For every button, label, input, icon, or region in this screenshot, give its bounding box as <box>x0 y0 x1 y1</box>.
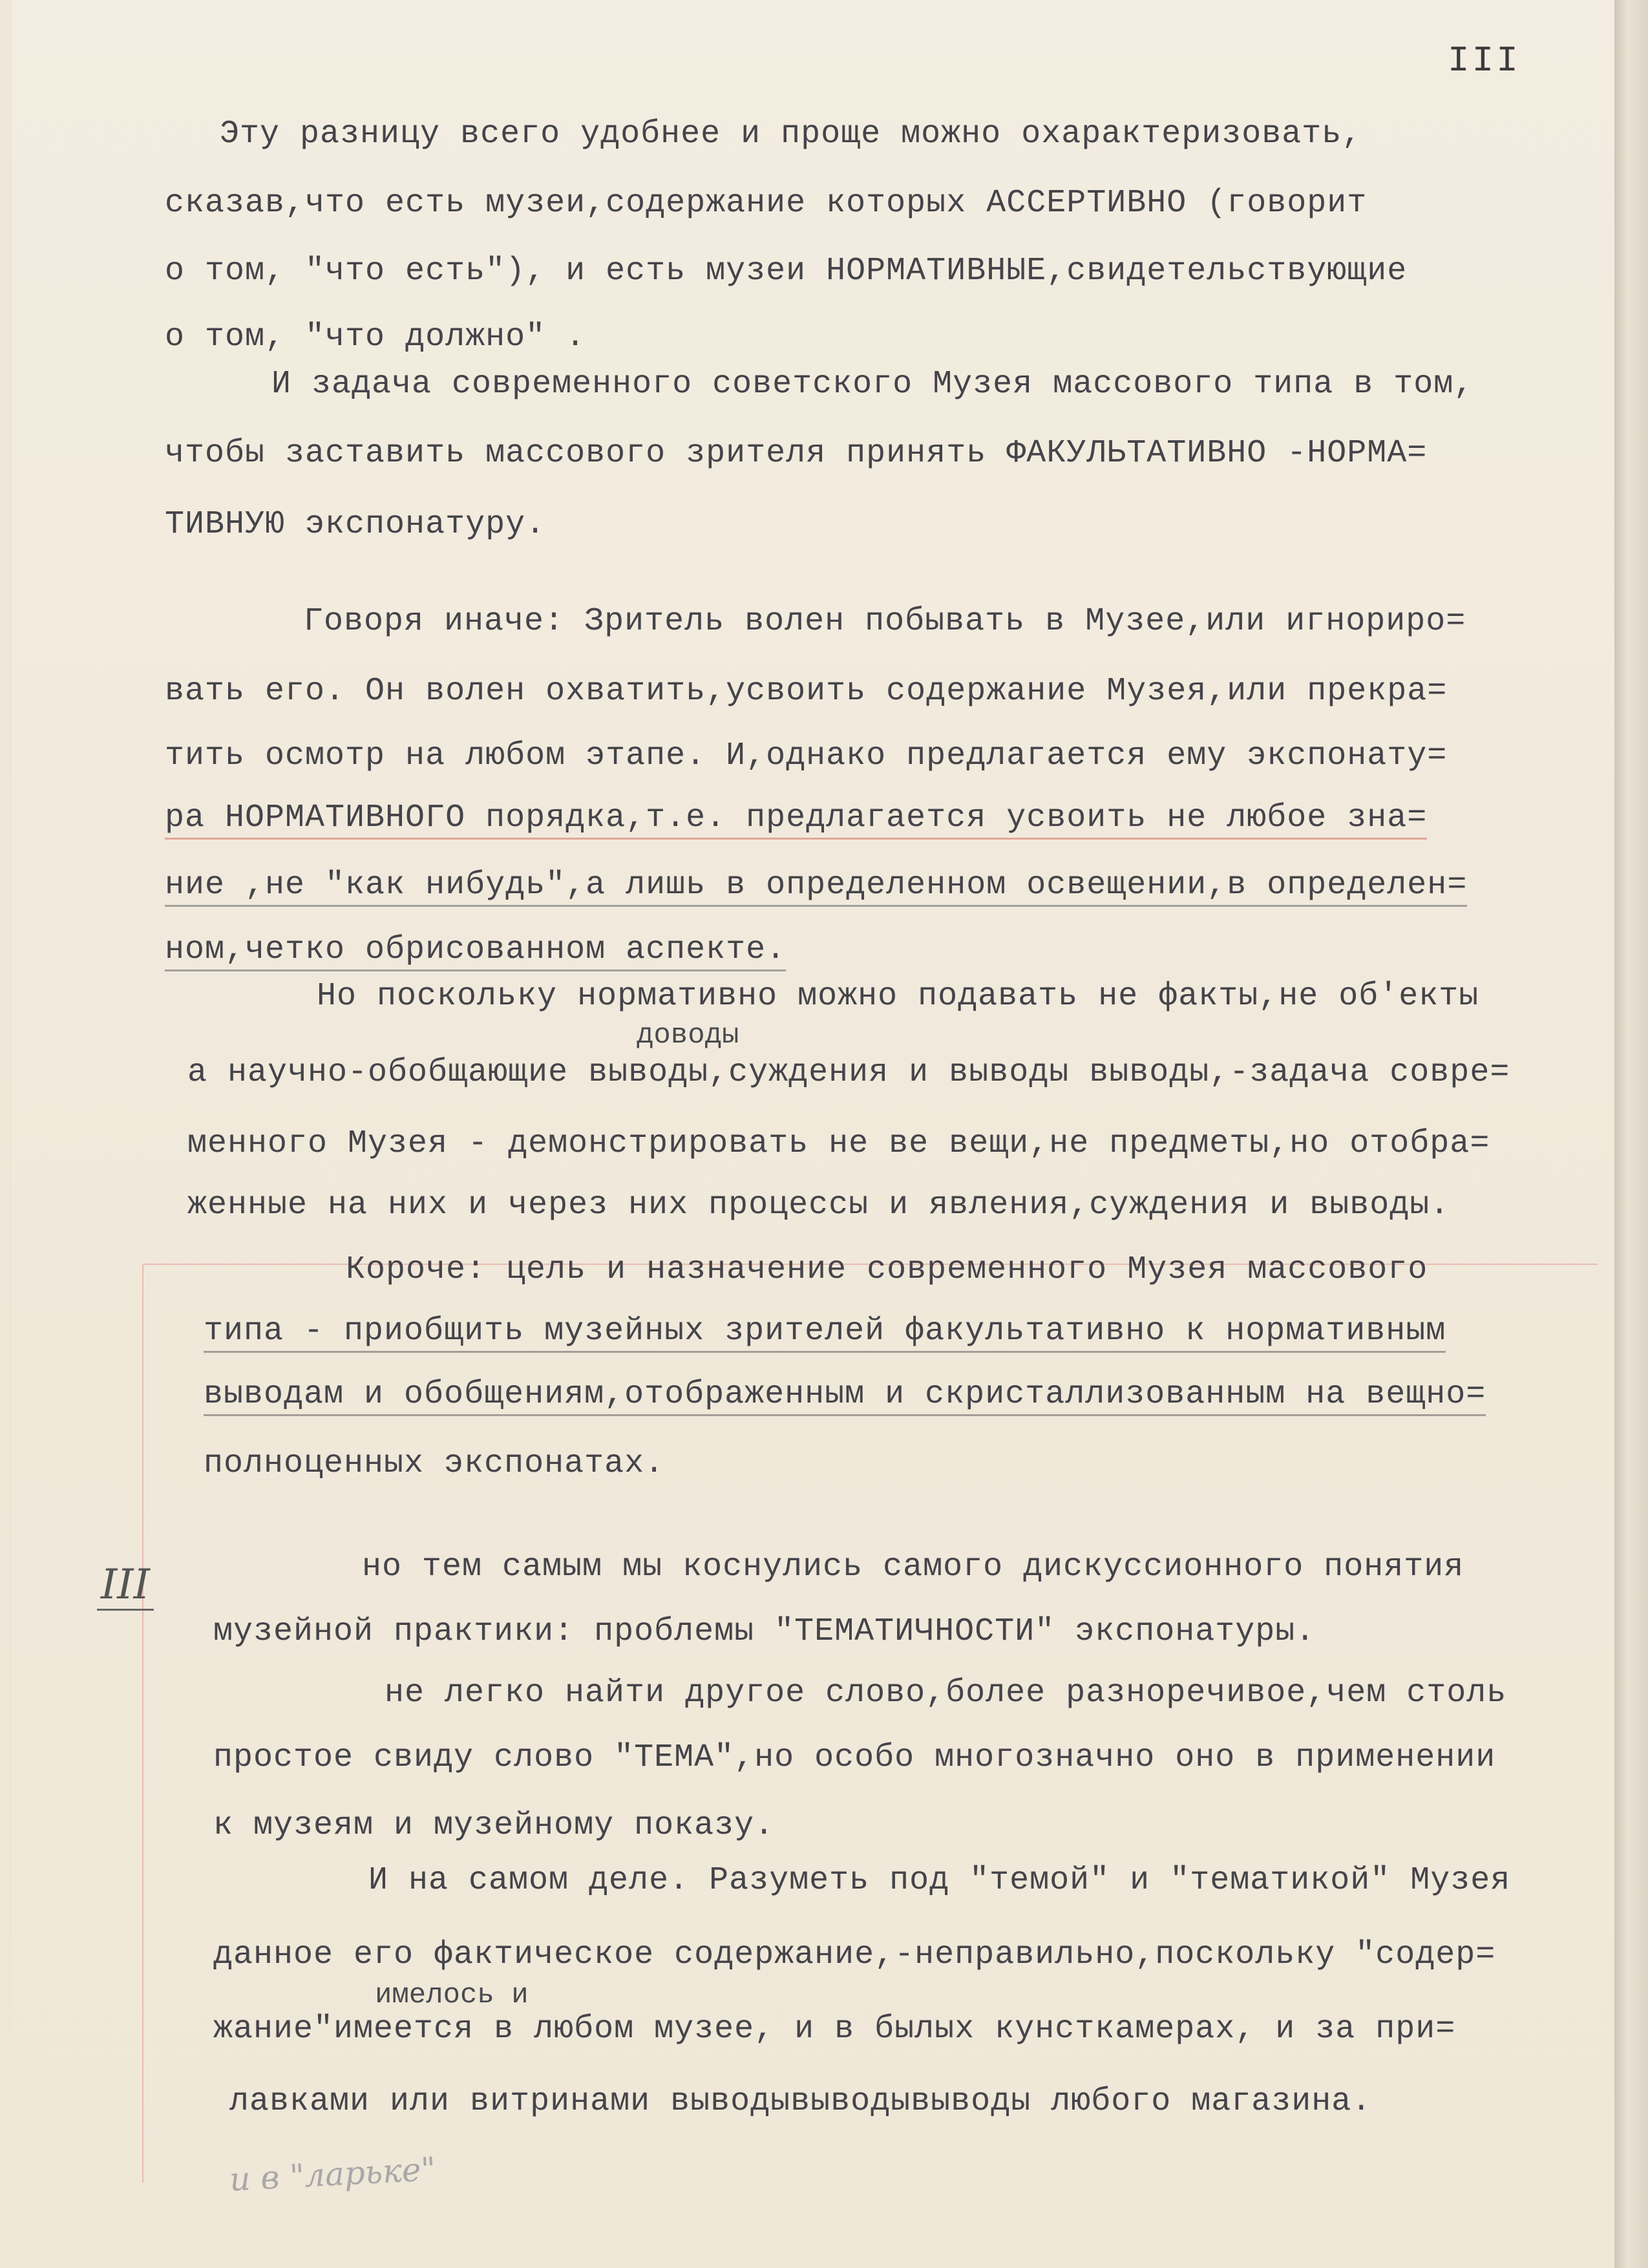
text-line: ра НОРМАТИВНОГО порядка,т.е. предлагается усвоить не любое зна= <box>165 799 1427 840</box>
text-line: типа - приобщить музейных зрителей факультативно к нормативным <box>204 1312 1446 1353</box>
text-line: о том, "что есть"), и есть музеи НОРМАТИВНЫЕ,свидетельствующие <box>165 253 1408 290</box>
text-line: чтобы заставить массового зрителя принять ФАКУЛЬТАТИВНО -НОРМА= <box>165 435 1428 472</box>
text-line: И на самом деле. Разуметь под "темой" и "тематикой" Музея <box>368 1862 1511 1899</box>
text-line: лавками или витринами выводывыводывыводы любого магазина. <box>229 2083 1372 2120</box>
text-line: тить осмотр на любом этапе. И,однако предлагается ему экспонату= <box>165 737 1448 774</box>
text-line: но тем самым мы коснулись самого дискуссионного понятия <box>362 1549 1464 1585</box>
text-line: Но поскольку нормативно можно подавать не факты,не об'екты <box>317 978 1479 1015</box>
handwritten-insert: доводы <box>637 1019 739 1052</box>
page-edge <box>1614 0 1648 2268</box>
page-number: III <box>1448 40 1521 81</box>
text-line: сказав,что есть музеи,содержание которых АССЕРТИВНО (говорит <box>165 185 1368 222</box>
text-line: женные на них и через них процессы и явления,суждения и выводы. <box>187 1187 1450 1224</box>
text-line: полноценных экспонатах. <box>204 1445 665 1482</box>
text-line: ТИВНУЮ экспонатуру. <box>165 506 546 543</box>
text-line: вать его. Он волен охватить,усвоить содержание Музея,или прекра= <box>165 673 1448 710</box>
text-line: ном,четко обрисованном аспекте. <box>165 931 786 971</box>
pencil-note: и в "ларьке" <box>228 2150 437 2199</box>
text-line: менного Музея - демонстрировать не ве вещи,не предметы,но отобра= <box>187 1125 1490 1162</box>
text-line: Говоря иначе: Зритель волен побывать в Музее,или игнориро= <box>304 603 1466 640</box>
text-line: И задача современного советского Музея массового типа в том, <box>271 366 1474 403</box>
text-line: к музеям и музейному показу. <box>213 1807 775 1844</box>
text-line: Короче: цель и назначение современного Музея массового <box>346 1251 1428 1288</box>
text-line: не легко найти другое слово,более разноречивое,чем столь <box>385 1675 1507 1712</box>
text-line: а научно-обобщающие выводы,суждения и выводы выводы,-задача совре= <box>187 1054 1510 1091</box>
handwritten-insert: имелось и <box>375 1979 529 2011</box>
text-line: данное его фактическое содержание,-неправильно,поскольку "содер= <box>213 1936 1496 1973</box>
text-line: простое свиду слово "ТЕМА",но особо многозначно оно в применении <box>213 1739 1496 1776</box>
text-line: Эту разницу всего удобнее и проще можно охарактеризовать, <box>220 116 1362 153</box>
text-line: о том, "что должно" . <box>165 319 586 355</box>
text-line: жание"имеется в любом музее, и в былых кунсткамерах, и за при= <box>213 2011 1456 2048</box>
text-line: музейной практики: проблемы "ТЕМАТИЧНОСТИ" экспонатуры. <box>213 1613 1316 1650</box>
text-line: выводам и обобщениям,отображенным и скристаллизованным на вещно= <box>204 1375 1486 1416</box>
section-mark: III <box>97 1561 154 1611</box>
text-line: ние ,не "как нибудь",а лишь в определенном освещении,в определен= <box>165 866 1467 907</box>
